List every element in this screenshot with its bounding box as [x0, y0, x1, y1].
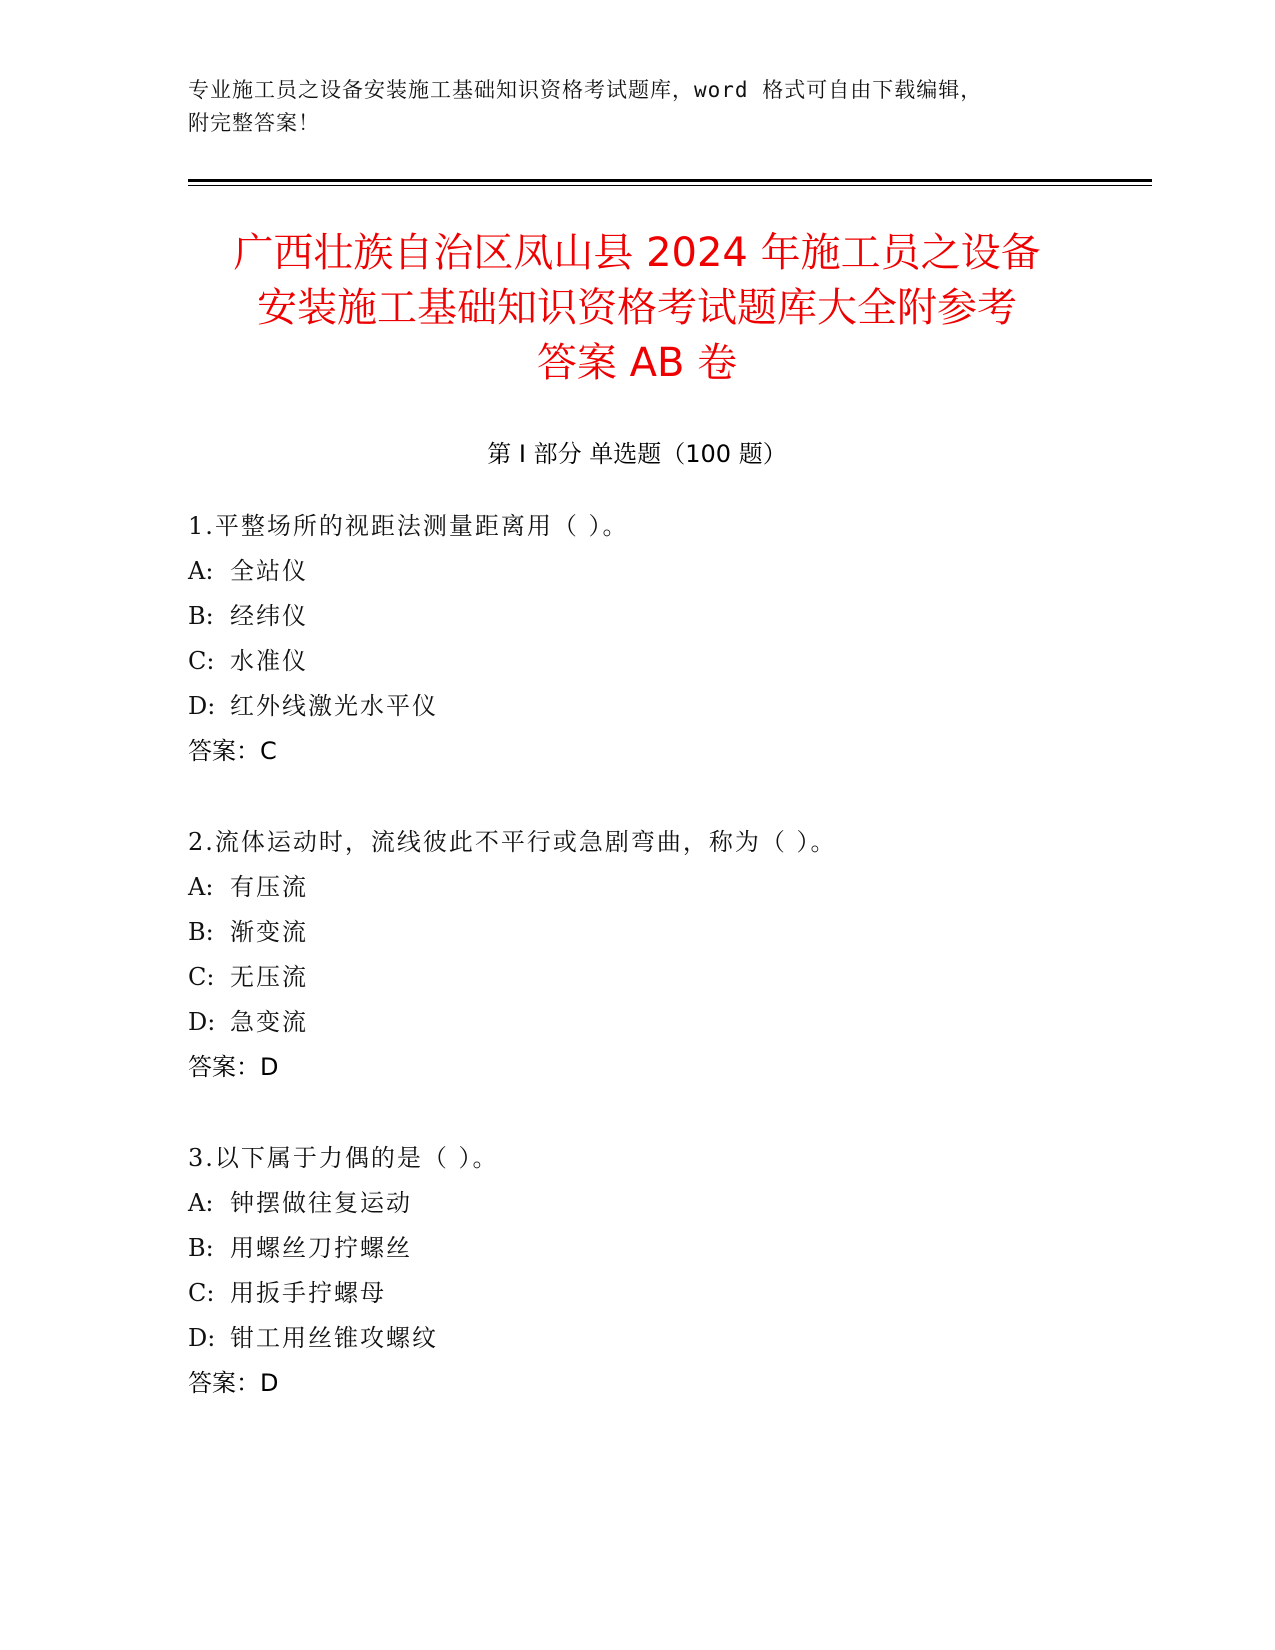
- option-letter: B:: [188, 602, 214, 630]
- answer: 答案：D: [188, 1053, 279, 1081]
- option-text: 钳工用丝锥攻螺纹: [230, 1324, 438, 1352]
- option-text: 用螺丝刀拧螺丝: [230, 1234, 412, 1262]
- option-text: 水准仪: [230, 647, 308, 675]
- option-text: 急变流: [230, 1008, 308, 1036]
- option-letter: D:: [188, 1324, 216, 1352]
- option-a: [188, 1181, 1088, 1226]
- option-letter: C:: [188, 647, 215, 675]
- option-d: [188, 1000, 1088, 1045]
- option-d: [188, 1316, 1088, 1361]
- question-2: [188, 820, 1088, 1090]
- option-c: [188, 639, 1088, 684]
- header-rule-thick: [188, 179, 1152, 182]
- option-letter: B:: [188, 1234, 214, 1262]
- option-c: [188, 955, 1088, 1000]
- option-letter: A:: [188, 1189, 214, 1217]
- option-text: 钟摆做往复运动: [230, 1189, 412, 1217]
- option-b: [188, 1226, 1088, 1271]
- header-note-line-2: 附完整答案！: [188, 111, 320, 135]
- title-line-2: 安装施工基础知识资格考试题库大全附参考: [257, 285, 1017, 331]
- option-d: [188, 684, 1088, 729]
- question-stem: 1.平整场所的视距法测量距离用（ ）。: [188, 512, 629, 540]
- option-c: [188, 1271, 1088, 1316]
- option-text: 红外线激光水平仪: [230, 692, 438, 720]
- title-line-3: 答案 AB 卷: [536, 340, 738, 386]
- section-heading: 第 I 部分 单选题（100 题）: [487, 440, 787, 468]
- question-stem: 2.流体运动时，流线彼此不平行或急剧弯曲，称为（ ）。: [188, 828, 837, 856]
- answer: 答案：C: [188, 737, 277, 765]
- option-text: 渐变流: [230, 918, 308, 946]
- question-1: [188, 504, 1088, 774]
- option-text: 用扳手拧螺母: [230, 1279, 386, 1307]
- question-3: [188, 1136, 1088, 1406]
- header-note-line-1: 专业施工员之设备安装施工基础知识资格考试题库，word 格式可自由下载编辑，: [188, 78, 983, 102]
- header-note: [188, 74, 1088, 140]
- option-b: [188, 910, 1088, 955]
- option-letter: B:: [188, 918, 214, 946]
- option-text: 有压流: [230, 873, 308, 901]
- option-letter: C:: [188, 963, 215, 991]
- option-letter: C:: [188, 1279, 215, 1307]
- option-text: 无压流: [230, 963, 308, 991]
- answer: 答案：D: [188, 1369, 279, 1397]
- option-text: 全站仪: [230, 557, 308, 585]
- option-a: [188, 865, 1088, 910]
- option-letter: A:: [188, 557, 214, 585]
- document-title: [188, 226, 1086, 391]
- question-stem: 3.以下属于力偶的是（ ）。: [188, 1144, 499, 1172]
- option-letter: A:: [188, 873, 214, 901]
- option-a: [188, 549, 1088, 594]
- option-text: 经纬仪: [230, 602, 308, 630]
- title-line-1: 广西壮族自治区凤山县 2024 年施工员之设备: [233, 230, 1041, 276]
- option-letter: D:: [188, 692, 216, 720]
- header-rule-thin: [188, 185, 1152, 186]
- option-letter: D:: [188, 1008, 216, 1036]
- option-b: [188, 594, 1088, 639]
